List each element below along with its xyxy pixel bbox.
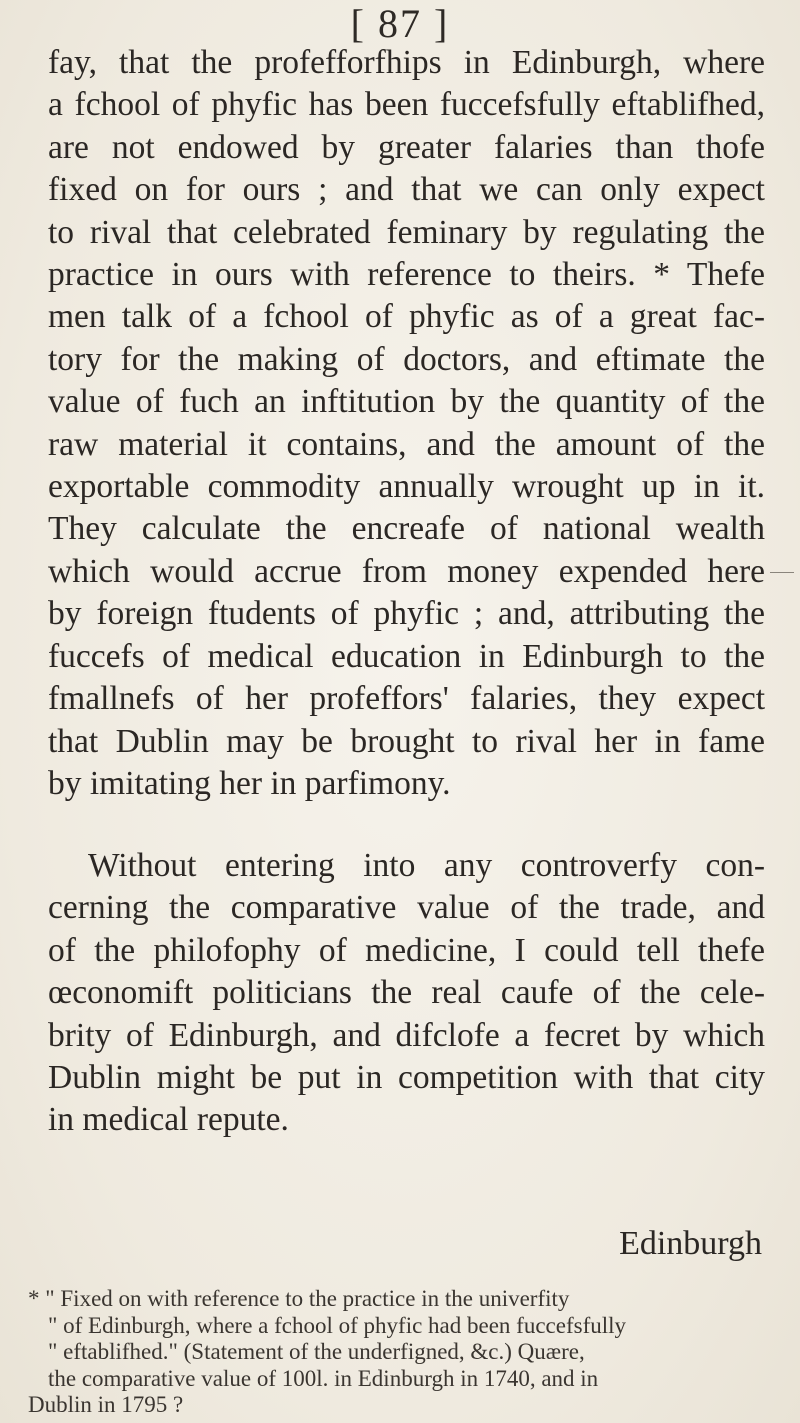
paragraph-1-line: exportable commodity annually wrought up in it.: [48, 468, 765, 506]
paragraph-1-line: by imitating her in parfimony.: [48, 764, 451, 802]
paragraph-2-line: of the philofophy of medicine, I could tell thefe: [48, 931, 765, 969]
paragraph-1-line: tory for the making of doctors, and eftimate the: [48, 340, 765, 378]
paragraph-1-line: men talk of a fchool of phyfic as of a great fac-: [48, 298, 765, 336]
footnote-line: " eftablifhed." (Statement of the underfigned, &c.) Quære,: [48, 1339, 585, 1364]
footnote-line: * " Fixed on with reference to the practice in the univerfity: [28, 1286, 570, 1311]
paragraph-1-line: value of fuch an inftitution by the quantity of the: [48, 383, 765, 421]
paragraph-1-line: that Dublin may be brought to rival her in fame: [48, 722, 765, 760]
paragraph-2-line: brity of Edinburgh, and difclofe a fecret by which: [48, 1016, 765, 1054]
paragraph-1-line: are not endowed by greater falaries than thofe: [48, 128, 765, 166]
paragraph-1-line: raw material it contains, and the amount of the: [48, 425, 765, 463]
paragraph-1-line: fixed on for ours ; and that we can only expect: [48, 171, 765, 209]
paragraph-2: [48, 845, 765, 1142]
paragraph-1-line: practice in ours with reference to theirs. * Thefe: [48, 256, 765, 294]
paragraph-1: [48, 42, 765, 805]
footnote-line: Dublin in 1795 ?: [28, 1392, 184, 1417]
paragraph-1-line: to rival that celebrated feminary by regulating the: [48, 213, 765, 251]
paragraph-1-line: fmallnefs of her profeffors' falaries, they expect: [48, 680, 765, 718]
paragraph-1-line: fuccefs of medical education in Edinburgh to the: [48, 637, 765, 675]
paragraph-2-line: cerning the comparative value of the trade, and: [48, 889, 765, 927]
margin-mark: [770, 572, 794, 573]
paragraph-1-line: fay, that the profefforfhips in Edinburgh, where: [48, 44, 765, 81]
page-number: [ 87 ]: [350, 1, 450, 46]
paragraph-1-line: by foreign ftudents of phyfic ; and, attributing the: [48, 595, 765, 633]
footnote-line: the comparative value of 100l. in Edinburgh in 1740, and in: [48, 1365, 599, 1391]
paragraph-2-line: in medical repute.: [48, 1101, 289, 1139]
paragraph-2-line: œconomift politicians the real caufe of the cele-: [48, 974, 765, 1012]
footnote-line: " of Edinburgh, where a fchool of phyfic had been fuccefsfully: [48, 1312, 627, 1338]
paragraph-1-line: which would accrue from money expended here: [48, 552, 765, 590]
paragraph-2-line: Without entering into any controverfy con-: [88, 847, 765, 884]
paragraph-2-line: Dublin might be put in competition with that city: [48, 1059, 765, 1097]
catchword: Edinburgh: [619, 1225, 762, 1262]
paragraph-1-line: They calculate the encreafe of national wealth: [48, 510, 765, 548]
footnote: [28, 1286, 788, 1419]
paragraph-1-line: a fchool of phyfic has been fuccefsfully eftablifhed,: [48, 86, 765, 124]
